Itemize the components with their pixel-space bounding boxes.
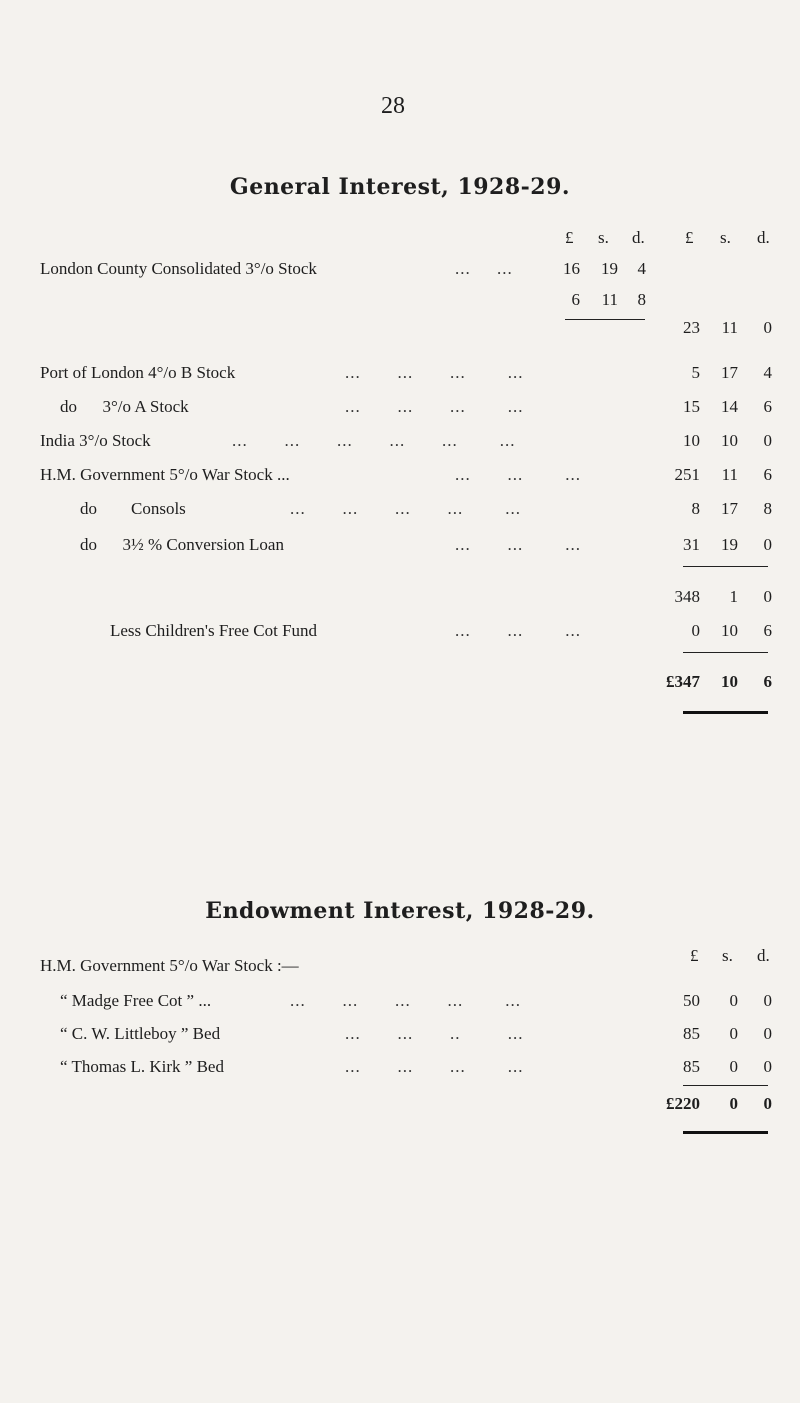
outer-pounds: 8	[691, 499, 700, 518]
table-row	[0, 465, 800, 491]
table-row	[0, 535, 800, 561]
leader-dots: ... ... ...	[455, 465, 581, 484]
outer-shillings: 10	[721, 431, 738, 450]
leader-dots: ... ... ... ...	[345, 397, 524, 416]
total-pence: 0	[763, 1094, 772, 1113]
leader-dots: ... ... .. ...	[345, 1024, 524, 1043]
table-row	[0, 290, 800, 316]
pounds: 85	[683, 1057, 700, 1076]
inner-pounds: 16	[563, 259, 580, 278]
total-row	[0, 672, 800, 698]
total-shillings: 10	[721, 672, 738, 691]
general-interest-heading: General Interest, 1928-29.	[229, 174, 571, 200]
outer-pence: 6	[763, 465, 772, 484]
inner-pence: 4	[637, 259, 646, 278]
outer-shillings: 11	[721, 318, 738, 337]
outer-pounds: 15	[683, 397, 700, 416]
inner-shillings-header: s.	[598, 228, 609, 247]
endowment-total-double-rule	[683, 1131, 768, 1134]
leader-dots: ... ... ... ... ...	[290, 991, 521, 1010]
page-number: 28	[381, 93, 405, 119]
leader-dots: ... ... ... ... ...	[290, 499, 521, 518]
total-pence: 6	[763, 672, 772, 691]
row-label: H.M. Government 5°/o War Stock ...	[40, 465, 290, 484]
table-row	[0, 318, 800, 344]
inner-pence-header: d.	[632, 228, 645, 247]
endowment-intro	[0, 956, 800, 982]
row-label: “ C. W. Littleboy ” Bed	[60, 1024, 221, 1043]
outer-pounds-header: £	[685, 228, 694, 247]
pounds-header: £	[690, 946, 699, 965]
pounds: 50	[683, 991, 700, 1010]
outer-pounds: 251	[674, 465, 700, 484]
leader-dots: ... ... ... ...	[345, 1057, 524, 1076]
outer-pence: 0	[763, 535, 772, 554]
row-label: do 3°/o A Stock	[60, 397, 189, 416]
pounds: 85	[683, 1024, 700, 1043]
inner-shillings: 19	[601, 259, 618, 278]
outer-pounds: 31	[683, 535, 700, 554]
leader-dots: ... ... ...	[455, 621, 581, 640]
intro-label: H.M. Government 5°/o War Stock :—	[40, 956, 299, 975]
total-double-rule	[683, 711, 768, 714]
pence: 0	[763, 1024, 772, 1043]
row-label: Port of London 4°/o B Stock	[40, 363, 236, 382]
outer-pence: 0	[763, 431, 772, 450]
leader-dots: ... ... ... ...	[345, 363, 524, 382]
table-row	[0, 991, 800, 1017]
table-row	[0, 1057, 800, 1083]
total-rule	[683, 652, 768, 653]
outer-pence: 0	[763, 318, 772, 337]
table-row	[0, 1024, 800, 1050]
outer-pence: 4	[763, 363, 772, 382]
inner-shillings: 11	[601, 290, 618, 309]
outer-shillings-header: s.	[720, 228, 731, 247]
leader-dots: ... ...	[455, 259, 513, 278]
less-label: Less Children's Free Cot Fund	[110, 621, 318, 640]
outer-shillings: 1	[729, 587, 738, 606]
subtotal-rule	[683, 566, 768, 567]
pence: 0	[763, 1057, 772, 1076]
inner-pence: 8	[637, 290, 646, 309]
inner-pounds-header: £	[565, 228, 574, 247]
outer-shillings: 17	[721, 499, 738, 518]
outer-pence: 6	[763, 621, 772, 640]
endowment-total-row	[0, 1094, 800, 1120]
table-row	[0, 397, 800, 423]
outer-pounds: 5	[691, 363, 700, 382]
total-shillings: 0	[729, 1094, 738, 1113]
outer-pence: 0	[763, 587, 772, 606]
table-row	[0, 363, 800, 389]
pence: 0	[763, 991, 772, 1010]
outer-shillings: 11	[721, 465, 738, 484]
shillings: 0	[729, 1024, 738, 1043]
outer-shillings: 19	[721, 535, 738, 554]
inner-pounds: 6	[571, 290, 580, 309]
leader-dots: ... ... ... ... ... ...	[232, 431, 516, 450]
table-row	[0, 499, 800, 525]
pence-header: d.	[757, 946, 770, 965]
outer-pence: 8	[763, 499, 772, 518]
shillings-header: s.	[722, 946, 733, 965]
outer-shillings: 14	[721, 397, 738, 416]
total-pounds: £220	[666, 1094, 700, 1113]
endowment-interest-heading: Endowment Interest, 1928-29.	[205, 898, 595, 924]
row-label: London County Consolidated 3°/o Stock	[40, 259, 317, 278]
outer-pounds: 10	[683, 431, 700, 450]
outer-pounds: 23	[683, 318, 700, 337]
outer-pounds: 0	[691, 621, 700, 640]
table-row	[0, 431, 800, 457]
less-row	[0, 621, 800, 647]
row-label: do Consols	[80, 499, 186, 518]
shillings: 0	[729, 991, 738, 1010]
outer-pence-header: d.	[757, 228, 770, 247]
endowment-total-rule	[683, 1085, 768, 1086]
row-label: do 3½ % Conversion Loan	[80, 535, 284, 554]
subtotal-row	[0, 587, 800, 613]
row-label: “ Thomas L. Kirk ” Bed	[60, 1057, 224, 1076]
leader-dots: ... ... ...	[455, 535, 581, 554]
total-pounds: £347	[666, 672, 700, 691]
outer-shillings: 10	[721, 621, 738, 640]
row-label: India 3°/o Stock	[40, 431, 151, 450]
table-row	[0, 259, 800, 285]
outer-pence: 6	[763, 397, 772, 416]
general-column-headers	[0, 228, 800, 254]
shillings: 0	[729, 1057, 738, 1076]
outer-shillings: 17	[721, 363, 738, 382]
outer-pounds: 348	[674, 587, 700, 606]
row-label: “ Madge Free Cot ” ...	[60, 991, 212, 1010]
